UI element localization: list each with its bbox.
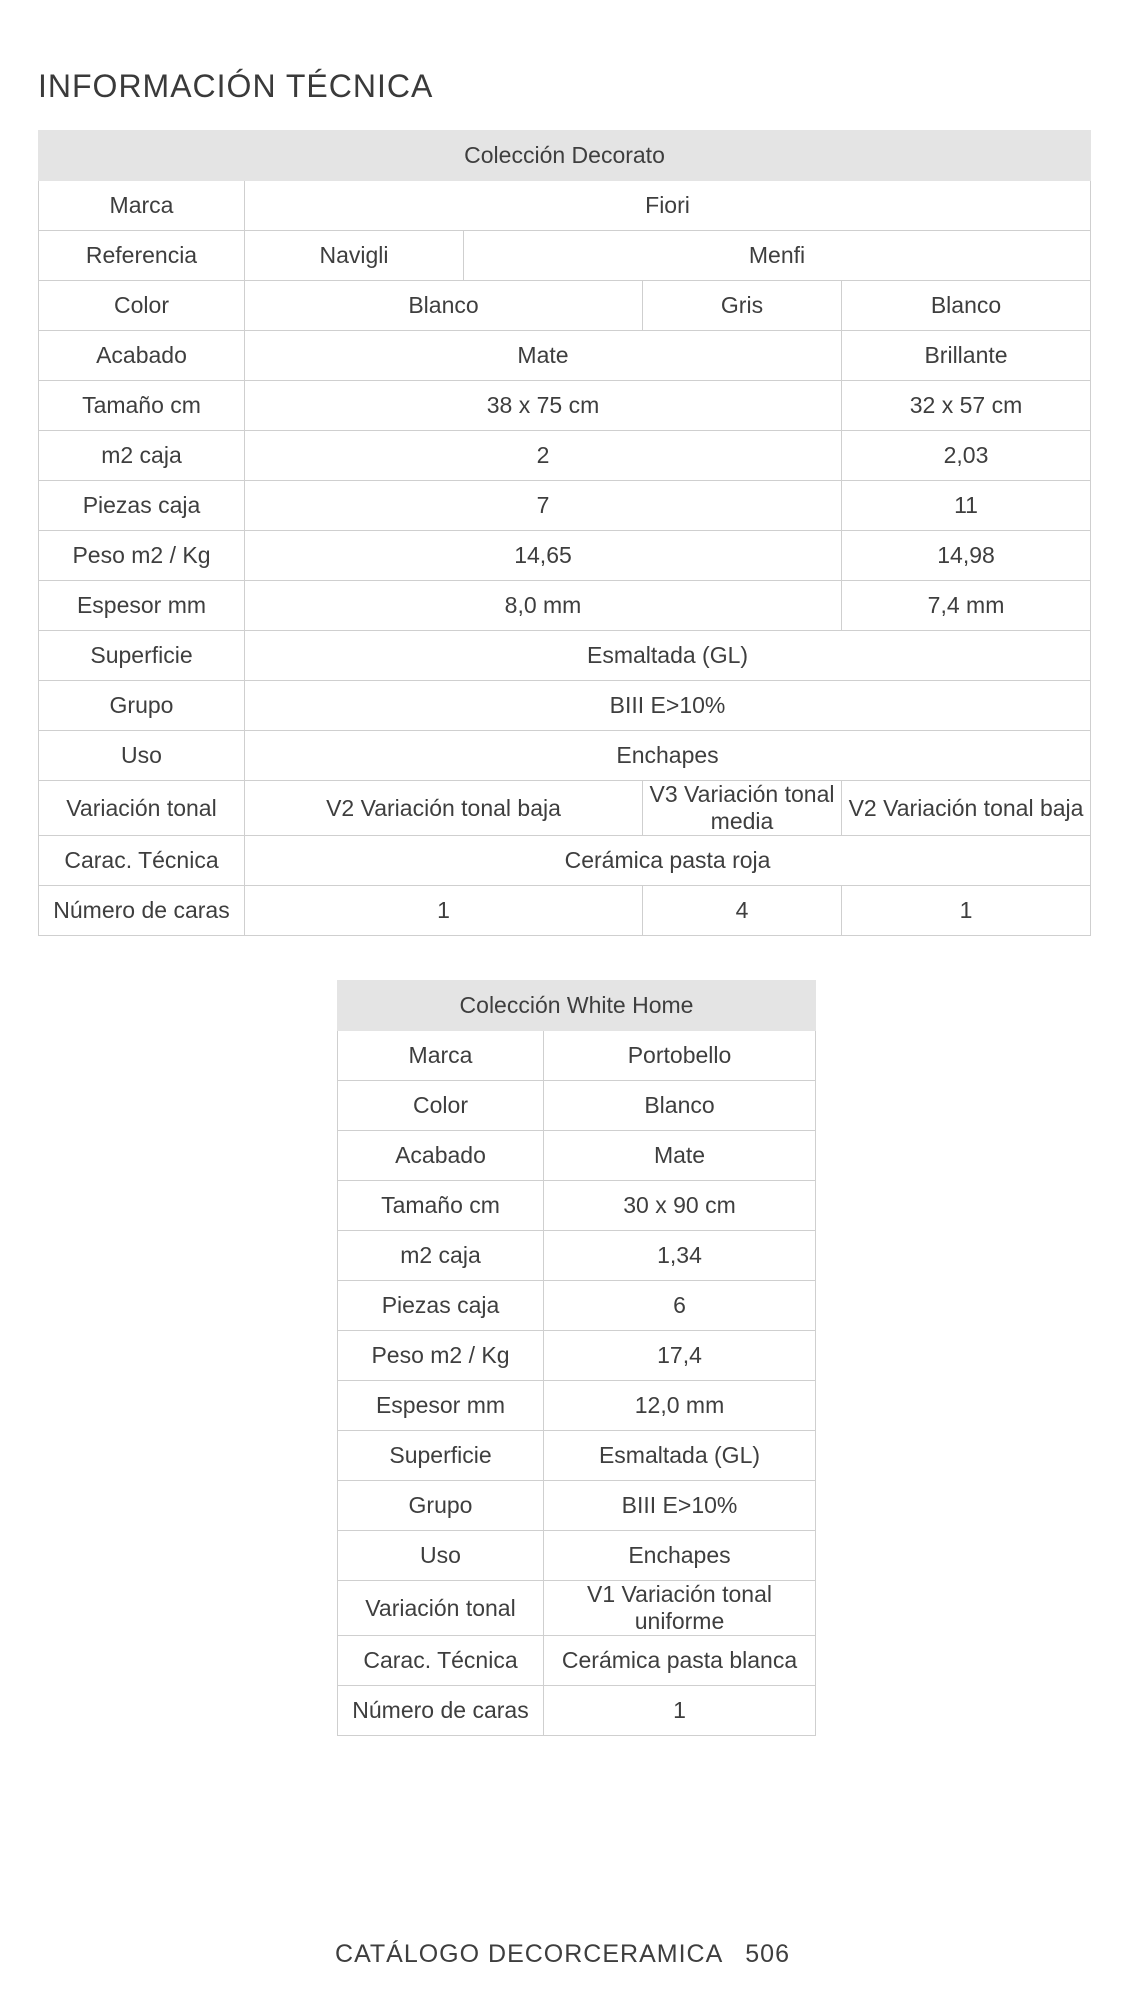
cell-value: 4 <box>643 886 842 936</box>
cell-value: 32 x 57 cm <box>842 381 1091 431</box>
table-row <box>338 1531 816 1581</box>
table-row <box>39 781 1091 836</box>
cell-value: 30 x 90 cm <box>544 1181 816 1231</box>
cell-value: 7 <box>245 481 842 531</box>
row-label: Número de caras <box>39 886 245 936</box>
row-label: Tamaño cm <box>338 1181 544 1231</box>
cell-value: 38 x 75 cm <box>245 381 842 431</box>
row-label: Referencia <box>39 231 245 281</box>
row-label: Carac. Técnica <box>338 1636 544 1686</box>
row-label: Superficie <box>39 631 245 681</box>
table-row <box>39 681 1091 731</box>
cell-value: 12,0 mm <box>544 1381 816 1431</box>
row-label: Marca <box>39 181 245 231</box>
table-row <box>39 331 1091 381</box>
table-row <box>338 1181 816 1231</box>
cell-value: 1 <box>544 1686 816 1736</box>
cell-value: Fiori <box>245 181 1091 231</box>
table-row <box>338 1231 816 1281</box>
table-row <box>338 1431 816 1481</box>
table-row <box>39 481 1091 531</box>
cell-value: 2,03 <box>842 431 1091 481</box>
cell-value: Blanco <box>842 281 1091 331</box>
table-row <box>338 1581 816 1636</box>
row-label: Variación tonal <box>39 781 245 836</box>
table-row <box>338 1686 816 1736</box>
table-row <box>338 1331 816 1381</box>
table-row <box>338 1131 816 1181</box>
row-label: Piezas caja <box>338 1281 544 1331</box>
cell-value: Portobello <box>544 1031 816 1081</box>
cell-value: Menfi <box>464 231 1091 281</box>
row-label: Acabado <box>39 331 245 381</box>
table-row <box>338 1636 816 1686</box>
table-header-row <box>338 981 816 1031</box>
row-label: Acabado <box>338 1131 544 1181</box>
table-row <box>338 1031 816 1081</box>
cell-value: 1 <box>245 886 643 936</box>
cell-value: BIII E>10% <box>544 1481 816 1531</box>
table-row <box>39 581 1091 631</box>
cell-value: Brillante <box>842 331 1091 381</box>
row-label: Espesor mm <box>338 1381 544 1431</box>
cell-value: V1 Variación tonal uniforme <box>544 1581 816 1636</box>
row-label: Peso m2 / Kg <box>39 531 245 581</box>
spec-table-decorato <box>38 130 1091 936</box>
cell-value: Mate <box>245 331 842 381</box>
row-label: Uso <box>338 1531 544 1581</box>
row-label: Carac. Técnica <box>39 836 245 886</box>
cell-value: Esmaltada (GL) <box>245 631 1091 681</box>
row-label: Color <box>39 281 245 331</box>
table-row <box>39 631 1091 681</box>
table-header-row <box>39 131 1091 181</box>
cell-value: V2 Variación tonal baja <box>245 781 643 836</box>
page-title: INFORMACIÓN TÉCNICA <box>38 68 434 104</box>
cell-value: Enchapes <box>544 1531 816 1581</box>
collection-title: Colección Decorato <box>39 131 1091 181</box>
cell-value: Mate <box>544 1131 816 1181</box>
row-label: Superficie <box>338 1431 544 1481</box>
table-row <box>39 836 1091 886</box>
cell-value: 7,4 mm <box>842 581 1091 631</box>
row-label: Color <box>338 1081 544 1131</box>
cell-value: Gris <box>643 281 842 331</box>
cell-value: 11 <box>842 481 1091 531</box>
row-label: Uso <box>39 731 245 781</box>
row-label: Piezas caja <box>39 481 245 531</box>
row-label: Variación tonal <box>338 1581 544 1636</box>
cell-value: 8,0 mm <box>245 581 842 631</box>
table-row <box>39 431 1091 481</box>
row-label: m2 caja <box>338 1231 544 1281</box>
row-label: Peso m2 / Kg <box>338 1331 544 1381</box>
row-label: Grupo <box>39 681 245 731</box>
table-row <box>338 1281 816 1331</box>
cell-value: Navigli <box>245 231 464 281</box>
spec-table-white-home <box>337 980 816 1736</box>
table-row <box>39 381 1091 431</box>
table-row <box>338 1381 816 1431</box>
page-footer <box>0 1940 1125 1969</box>
table-row <box>39 181 1091 231</box>
cell-value: V2 Variación tonal baja <box>842 781 1091 836</box>
cell-value: 17,4 <box>544 1331 816 1381</box>
table-row <box>338 1081 816 1131</box>
cell-value: Cerámica pasta blanca <box>544 1636 816 1686</box>
table-row <box>39 886 1091 936</box>
row-label: Grupo <box>338 1481 544 1531</box>
cell-value: Cerámica pasta roja <box>245 836 1091 886</box>
cell-value: BIII E>10% <box>245 681 1091 731</box>
cell-value: Enchapes <box>245 731 1091 781</box>
cell-value: V3 Variación tonal media <box>643 781 842 836</box>
collection-title: Colección White Home <box>338 981 816 1031</box>
row-label: m2 caja <box>39 431 245 481</box>
cell-value: 6 <box>544 1281 816 1331</box>
cell-value: Blanco <box>544 1081 816 1131</box>
cell-value: 1,34 <box>544 1231 816 1281</box>
cell-value: 2 <box>245 431 842 481</box>
cell-value: 14,65 <box>245 531 842 581</box>
table-row <box>39 281 1091 331</box>
row-label: Tamaño cm <box>39 381 245 431</box>
catalog-name: CATÁLOGO DECORCERAMICA <box>335 1940 724 1968</box>
table-row <box>39 731 1091 781</box>
cell-value: 1 <box>842 886 1091 936</box>
row-label: Número de caras <box>338 1686 544 1736</box>
table-row <box>39 531 1091 581</box>
page-number: 506 <box>745 1940 790 1968</box>
cell-value: 14,98 <box>842 531 1091 581</box>
row-label: Espesor mm <box>39 581 245 631</box>
table-row <box>338 1481 816 1531</box>
cell-value: Blanco <box>245 281 643 331</box>
table-row <box>39 231 1091 281</box>
cell-value: Esmaltada (GL) <box>544 1431 816 1481</box>
row-label: Marca <box>338 1031 544 1081</box>
